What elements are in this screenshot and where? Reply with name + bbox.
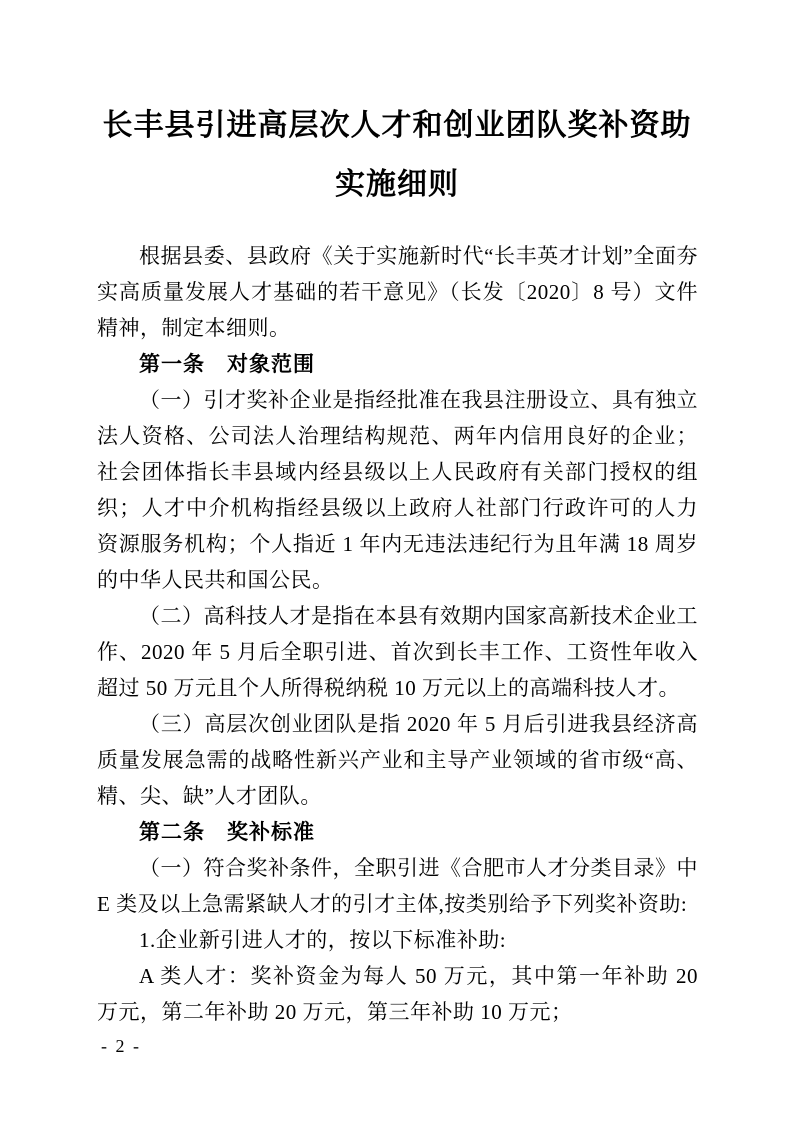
paragraph: （二）高科技人才是指在本县有效期内国家高新技术企业工作、2020 年 5 月后全职引进、首次到长丰工作、工资性年收入超过 50 万元且个人所得税纳税 10 万元以上的高端科技人才。 — [97, 604, 698, 700]
section-heading: 第一条 对象范围 — [139, 352, 315, 376]
paragraph: （一）符合奖补条件，全职引进《合肥市人才分类目录》中 E 类及以上急需紧缺人才的引才主体,按类别给予下列奖补资助: — [97, 856, 698, 916]
paragraph: 1.企业新引进人才的，按以下标准补助: — [139, 928, 507, 952]
page-number: - 2 - — [101, 1036, 141, 1056]
document-title-line2: 实施细则 — [335, 168, 459, 201]
document-title — [97, 96, 697, 214]
paragraph: A 类人才：奖补资金为每人 50 万元，其中第一年补助 20 万元，第二年补助 20 万元，第三年补助 10 万元； — [97, 964, 698, 1024]
paragraph: 根据县委、县政府《关于实施新时代“长丰英才计划”全面夯实高质量发展人才基础的若干意见》（长发〔2020〕8 号）文件精神，制定本细则。 — [97, 244, 698, 340]
paragraph: （一）引才奖补企业是指经批准在我县注册设立、具有独立法人资格、公司法人治理结构规范、两年内信用良好的企业；社会团体指长丰县域内经县级以上人民政府有关部门授权的组织；人才中介机构指经县级以上政府人社部门行政许可的人力资源服务机构；个人指近 1 年内无违法违纪行为且年满 18 周岁的中华人民共和国公民。 — [97, 388, 698, 592]
paragraph: （三）高层次创业团队是指 2020 年 5 月后引进我县经济高质量发展急需的战略性新兴产业和主导产业领域的省市级“高、精、尖、缺”人才团队。 — [97, 712, 698, 808]
document-title-line1: 长丰县引进高层次人才和创业团队奖补资助 — [102, 109, 692, 142]
section-heading: 第二条 奖补标准 — [139, 820, 315, 844]
document-body — [97, 238, 698, 1030]
